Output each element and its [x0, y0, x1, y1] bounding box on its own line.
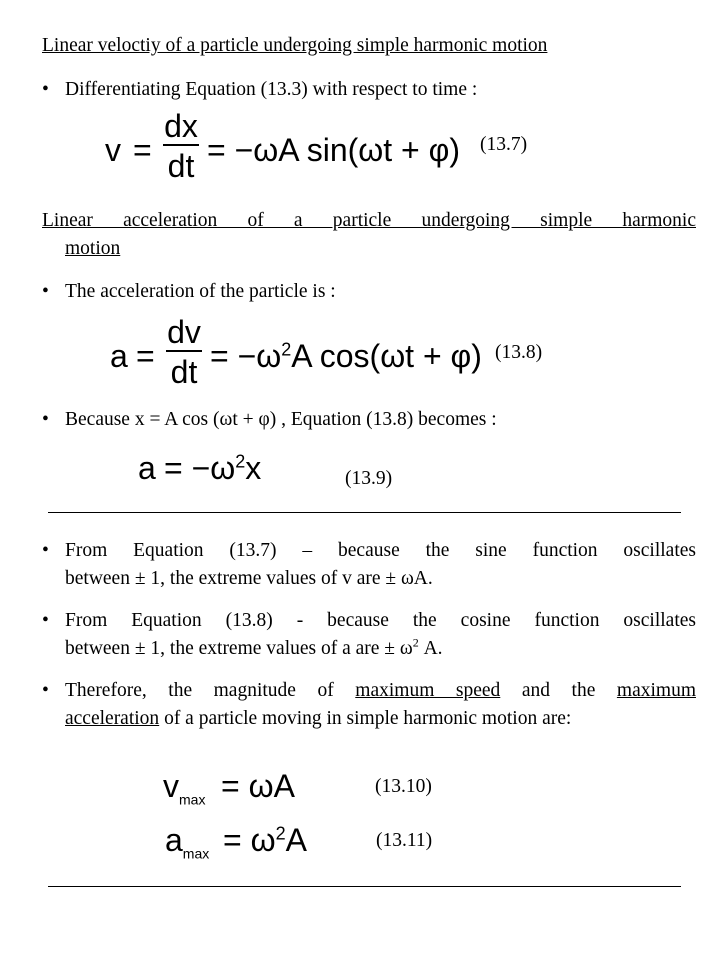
- bullet-acceleration: [42, 280, 696, 304]
- eq-13-9-lhs: a: [138, 450, 156, 486]
- bullet-dot: •: [42, 540, 49, 561]
- equation-13-8: a = dv dt = $-\omega^2A$ cos(ωt + φ): [110, 314, 482, 390]
- divider-2: [48, 886, 681, 887]
- eq-number-13-8: (13.8): [495, 342, 543, 363]
- equation-13-9: [138, 452, 288, 488]
- bullet-dot: •: [42, 610, 49, 631]
- fraction-bar: [166, 350, 202, 352]
- eq-number-13-9: (13.9): [345, 468, 393, 489]
- heading-linear-acceleration-line2: motion: [65, 238, 121, 259]
- eq-13-7-numerator: dx: [164, 108, 198, 144]
- bullet-acceleration-text: The acceleration of the particle is :: [65, 281, 336, 302]
- fraction-bar: [163, 144, 199, 146]
- bullet-extreme-velocity-line1: From Equation (13.7) – because the sine function oscillates: [65, 540, 696, 561]
- bullet-extreme-velocity: [42, 540, 696, 596]
- bullet-differentiating: [42, 78, 696, 102]
- bullet-therefore-line2: acceleration of a particle moving in simple harmonic motion are:: [65, 708, 572, 729]
- eq-13-8-denominator: dt: [170, 354, 198, 390]
- heading-linear-acceleration-line1: Linear acceleration of a particle undergoing simple harmonic: [42, 210, 696, 231]
- heading-linear-velocity: Linear veloctiy of a particle undergoing simple harmonic motion: [42, 35, 548, 56]
- eq-13-10-rhs: = ωA: [221, 768, 295, 804]
- eq-13-10-lhs: $v_{max}$: [163, 768, 206, 808]
- bullet-because-text: Because x = A cos (ωt + φ) , Equation (13.8) becomes :: [65, 409, 497, 430]
- bullet-extreme-velocity-line2: between ± 1, the extreme values of v are ± ωA.: [65, 568, 433, 589]
- bullet-dot: •: [42, 409, 49, 430]
- eq-number-13-10: (13.10): [375, 776, 432, 797]
- eq-13-7-rhs: = −ωA sin(ωt + φ): [207, 132, 461, 168]
- bullet-extreme-acceleration-line1: From Equation (13.8) - because the cosine function oscillates: [65, 610, 696, 631]
- bullet-therefore: [42, 680, 696, 736]
- eq-13-9-rhs: = $-\omega^2x$: [164, 450, 262, 486]
- bullet-dot: •: [42, 281, 49, 302]
- eq-13-11-lhs: $a_{max}$: [165, 822, 210, 862]
- eq-number-13-7: (13.7): [480, 134, 528, 155]
- divider-1: [48, 512, 681, 513]
- eq-13-8-numerator: dv: [167, 314, 201, 350]
- equation-13-11: [165, 824, 335, 864]
- bullet-because: [42, 408, 696, 432]
- eq-13-8-rhs: = $-\omega^2A$ cos(ωt + φ): [210, 338, 482, 374]
- eq-13-8-lhs: a: [110, 338, 128, 374]
- bullet-dot: •: [42, 79, 49, 100]
- eq-13-7-denominator: dt: [167, 148, 195, 184]
- equation-13-7: v = dx dt = −ωA sin(ωt + φ): [105, 108, 461, 184]
- eq-13-7-lhs: v: [105, 132, 121, 168]
- bullet-therefore-line1: Therefore, the magnitude of maximum speed and the maximum: [65, 680, 696, 701]
- bullet-extreme-acceleration: [42, 610, 696, 666]
- equation-13-10: [163, 770, 323, 810]
- bullet-differentiating-text: Differentiating Equation (13.3) with respect to time :: [65, 79, 478, 100]
- bullet-extreme-acceleration-line2: between ± 1, the extreme values of a are ± $\omega^2$ A.: [65, 635, 443, 659]
- eq-13-11-rhs: = $\omega^2A$: [223, 822, 307, 858]
- bullet-dot: •: [42, 680, 49, 701]
- eq-number-13-11: (13.11): [376, 830, 433, 851]
